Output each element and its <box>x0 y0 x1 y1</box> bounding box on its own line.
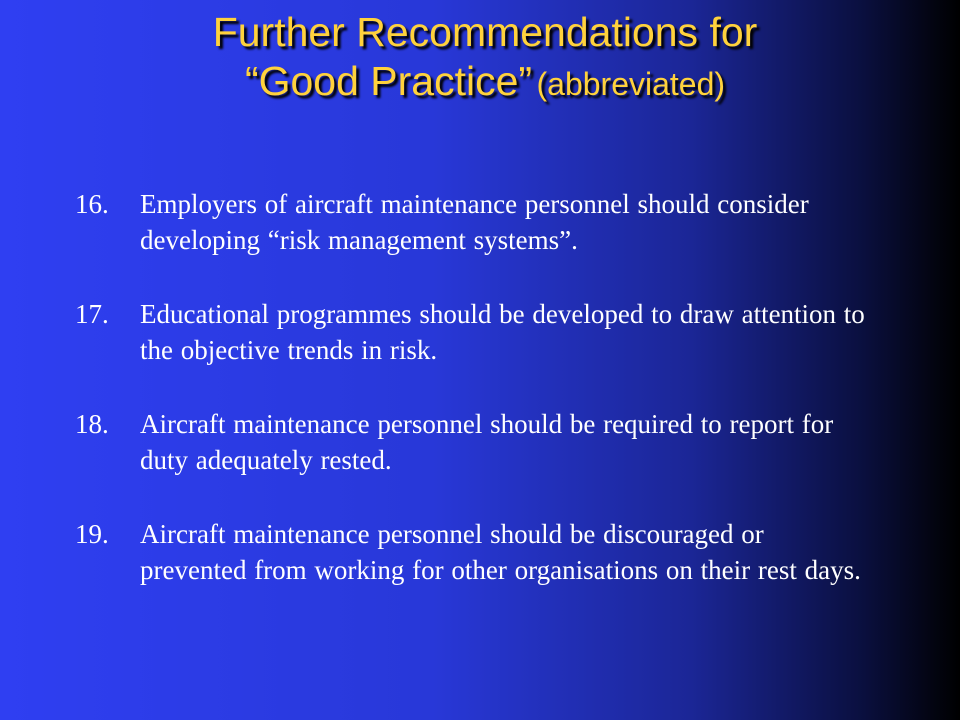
title-good-practice: “Good Practice” <box>244 58 533 105</box>
title-abbreviated: (abbreviated) <box>536 66 726 103</box>
item-number: 18. <box>75 409 109 439</box>
list-item <box>75 186 875 258</box>
item-number: 17. <box>75 299 109 329</box>
recommendation-list <box>75 186 875 588</box>
item-text: Educational programmes should be developed to draw attention to the objective trends in risk. <box>140 299 865 365</box>
list-item <box>75 516 875 588</box>
item-text: Employers of aircraft maintenance personnel should consider developing “risk management systems”. <box>140 189 809 255</box>
item-text: Aircraft maintenance personnel should be required to report for duty adequately rested. <box>140 409 834 475</box>
list-item <box>75 296 875 368</box>
title-line-2 <box>0 59 960 104</box>
slide-title <box>0 10 960 104</box>
list-item <box>75 406 875 478</box>
title-line-1: Further Recommendations for <box>212 9 758 55</box>
item-text: Aircraft maintenance personnel should be discouraged or prevented from working for other organisations on their rest days. <box>140 519 861 585</box>
item-number: 19. <box>75 519 109 549</box>
item-number: 16. <box>75 189 109 219</box>
